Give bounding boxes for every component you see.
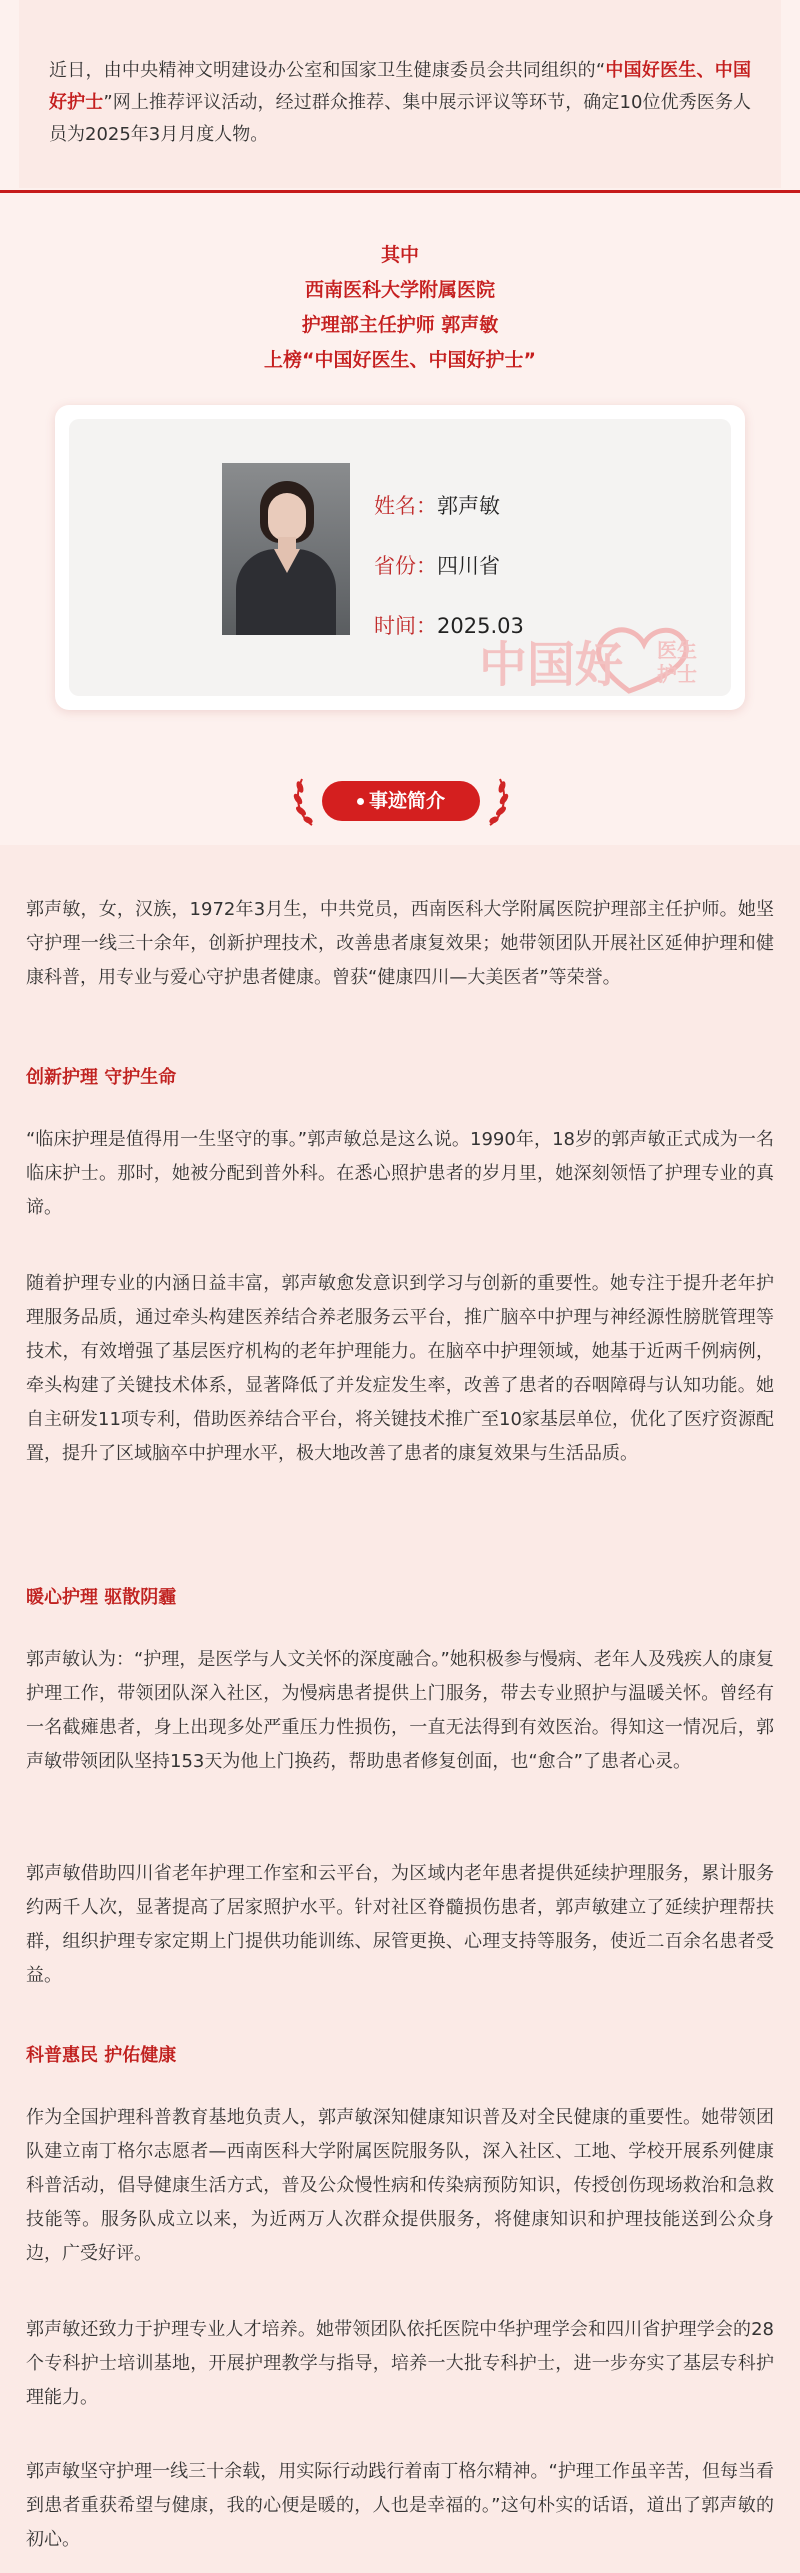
province-field bbox=[374, 550, 500, 580]
badge-label bbox=[322, 781, 480, 821]
intro-text-end: ”网上推荐评议活动，经过群众推荐、集中展示评议等环节，确定10位优秀医务人员为2025年3月月度人物。 bbox=[49, 92, 752, 145]
paragraph: 随着护理专业的内涵日益丰富，郭声敏愈发意识到学习与创新的重要性。她专注于提升老年护理服务品质，通过牵头构建医养结合养老服务云平台，推广脑卒中护理与神经源性膀胱管理等技术，有效增强了基层医疗机构的老年护理能力。在脑卒中护理领域，她基于近两千例病例，牵头构建了关键技术体系，显著降低了并发症发生率，改善了患者的吞咽障碍与认知功能。她自主研发11项专利，借助医养结合平台，将关键技术推广至10家基层单位，优化了医疗资源配置，提升了区域脑卒中护理水平，极大地改善了患者的康复效果与生活品质。 bbox=[26, 1273, 774, 1464]
intro-section bbox=[19, 0, 781, 188]
headline-line: 其中 bbox=[380, 244, 419, 266]
paragraph: 郭声敏坚守护理一线三十余载，用实际行动践行着南丁格尔精神。“护理工作虽辛苦，但每当看到患者重获希望与健康，我的心便是暖的，人也是幸福的。”这句朴实的话语，道出了郭声敏的初心。 bbox=[26, 2461, 774, 2550]
logo-small-text-2: 护士 bbox=[657, 662, 697, 686]
profile-card bbox=[55, 405, 745, 710]
province-value: 四川省 bbox=[437, 554, 500, 578]
good-doctor-logo bbox=[479, 619, 739, 699]
section-heading-care: 暖心护理 驱散阴霾 bbox=[26, 1587, 177, 1608]
paragraph: “临床护理是值得用一生坚守的事。”郭声敏总是这么说。1990年，18岁的郭声敏正式成为一名临床护士。那时，她被分配到普外科。在悉心照护患者的岁月里，她深刻领悟了护理专业的真谛。 bbox=[26, 1129, 774, 1218]
name-label: 姓名： bbox=[374, 494, 437, 518]
intro-highlight: 中国好医生、中国好护士 bbox=[49, 60, 751, 113]
profile-card-inner bbox=[69, 419, 731, 696]
section-heading-science: 科普惠民 护佑健康 bbox=[26, 2045, 177, 2066]
paragraph: 郭声敏认为：“护理，是医学与人文关怀的深度融合。”她积极参与慢病、老年人及残疾人的康复护理工作，带领团队深入社区，为慢病患者提供上门服务，带去专业照护与温暖关怀。曾经有一名截瘫患者，身上出现多处严重压力性损伤，一直无法得到有效医治。得知这一情况后，郭声敏带领团队坚持153天为他上门换药，帮助患者修复创面，也“愈合”了患者心灵。 bbox=[26, 1649, 774, 1772]
badge-text: 事迹简介 bbox=[368, 790, 445, 812]
name-value: 郭声敏 bbox=[437, 494, 500, 518]
divider bbox=[0, 190, 800, 193]
laurel-right-icon bbox=[482, 775, 512, 827]
paragraph: 郭声敏借助四川省老年护理工作室和云平台，为区域内老年患者提供延续护理服务，累计服务约两千人次，显著提高了居家照护水平。针对社区脊髓损伤患者，郭声敏建立了延续护理帮扶群，组织护理专家定期上门提供功能训练、尿管更换、心理支持等服务，使近二百余名患者受益。 bbox=[26, 1863, 774, 1986]
section-badge bbox=[0, 773, 800, 829]
article-body bbox=[0, 845, 800, 2573]
section-heading-innovation: 创新护理 守护生命 bbox=[26, 1067, 177, 1088]
time-value: 2025.03 bbox=[437, 614, 524, 638]
laurel-left-icon bbox=[290, 775, 320, 827]
headline-award: 上榜“中国好医生、中国好护士” bbox=[264, 349, 536, 371]
intro-text: 近日，由中央精神文明建设办公室和国家卫生健康委员会共同组织的“ bbox=[49, 60, 606, 81]
time-label: 时间： bbox=[374, 614, 437, 638]
name-field bbox=[374, 490, 500, 520]
headline-person: 护理部主任护师 郭声敏 bbox=[301, 314, 499, 336]
logo-small-text-1: 医生 bbox=[657, 638, 697, 662]
headline bbox=[0, 238, 800, 378]
headline-hospital: 西南医科大学附属医院 bbox=[304, 279, 495, 301]
paragraph: 郭声敏还致力于护理专业人才培养。她带领团队依托医院中华护理学会和四川省护理学会的28个专科护士培训基地，开展护理教学与指导，培养一大批专科护士，进一步夯实了基层专科护理能力。 bbox=[26, 2319, 774, 2408]
logo-big-text: 中国好 bbox=[479, 637, 624, 693]
paragraph: 作为全国护理科普教育基地负责人，郭声敏深知健康知识普及对全民健康的重要性。她带领团队建立南丁格尔志愿者—西南医科大学附属医院服务队，深入社区、工地、学校开展系列健康科普活动，倡导健康生活方式，普及公众慢性病和传染病预防知识，传授创伤现场救治和急救技能等。服务队成立以来，为近两万人次群众提供服务，将健康知识和护理技能送到公众身边，广受好评。 bbox=[26, 2107, 774, 2264]
province-label: 省份： bbox=[374, 554, 437, 578]
paragraph-bio: 郭声敏，女，汉族，1972年3月生，中共党员，西南医科大学附属医院护理部主任护师。她坚守护理一线三十余年，创新护理技术，改善患者康复效果；她带领团队开展社区延伸护理和健康科普，用专业与爱心守护患者健康。曾获“健康四川—大美医者”等荣誉。 bbox=[26, 899, 774, 988]
intro-paragraph bbox=[49, 55, 751, 151]
portrait-photo bbox=[222, 463, 350, 635]
